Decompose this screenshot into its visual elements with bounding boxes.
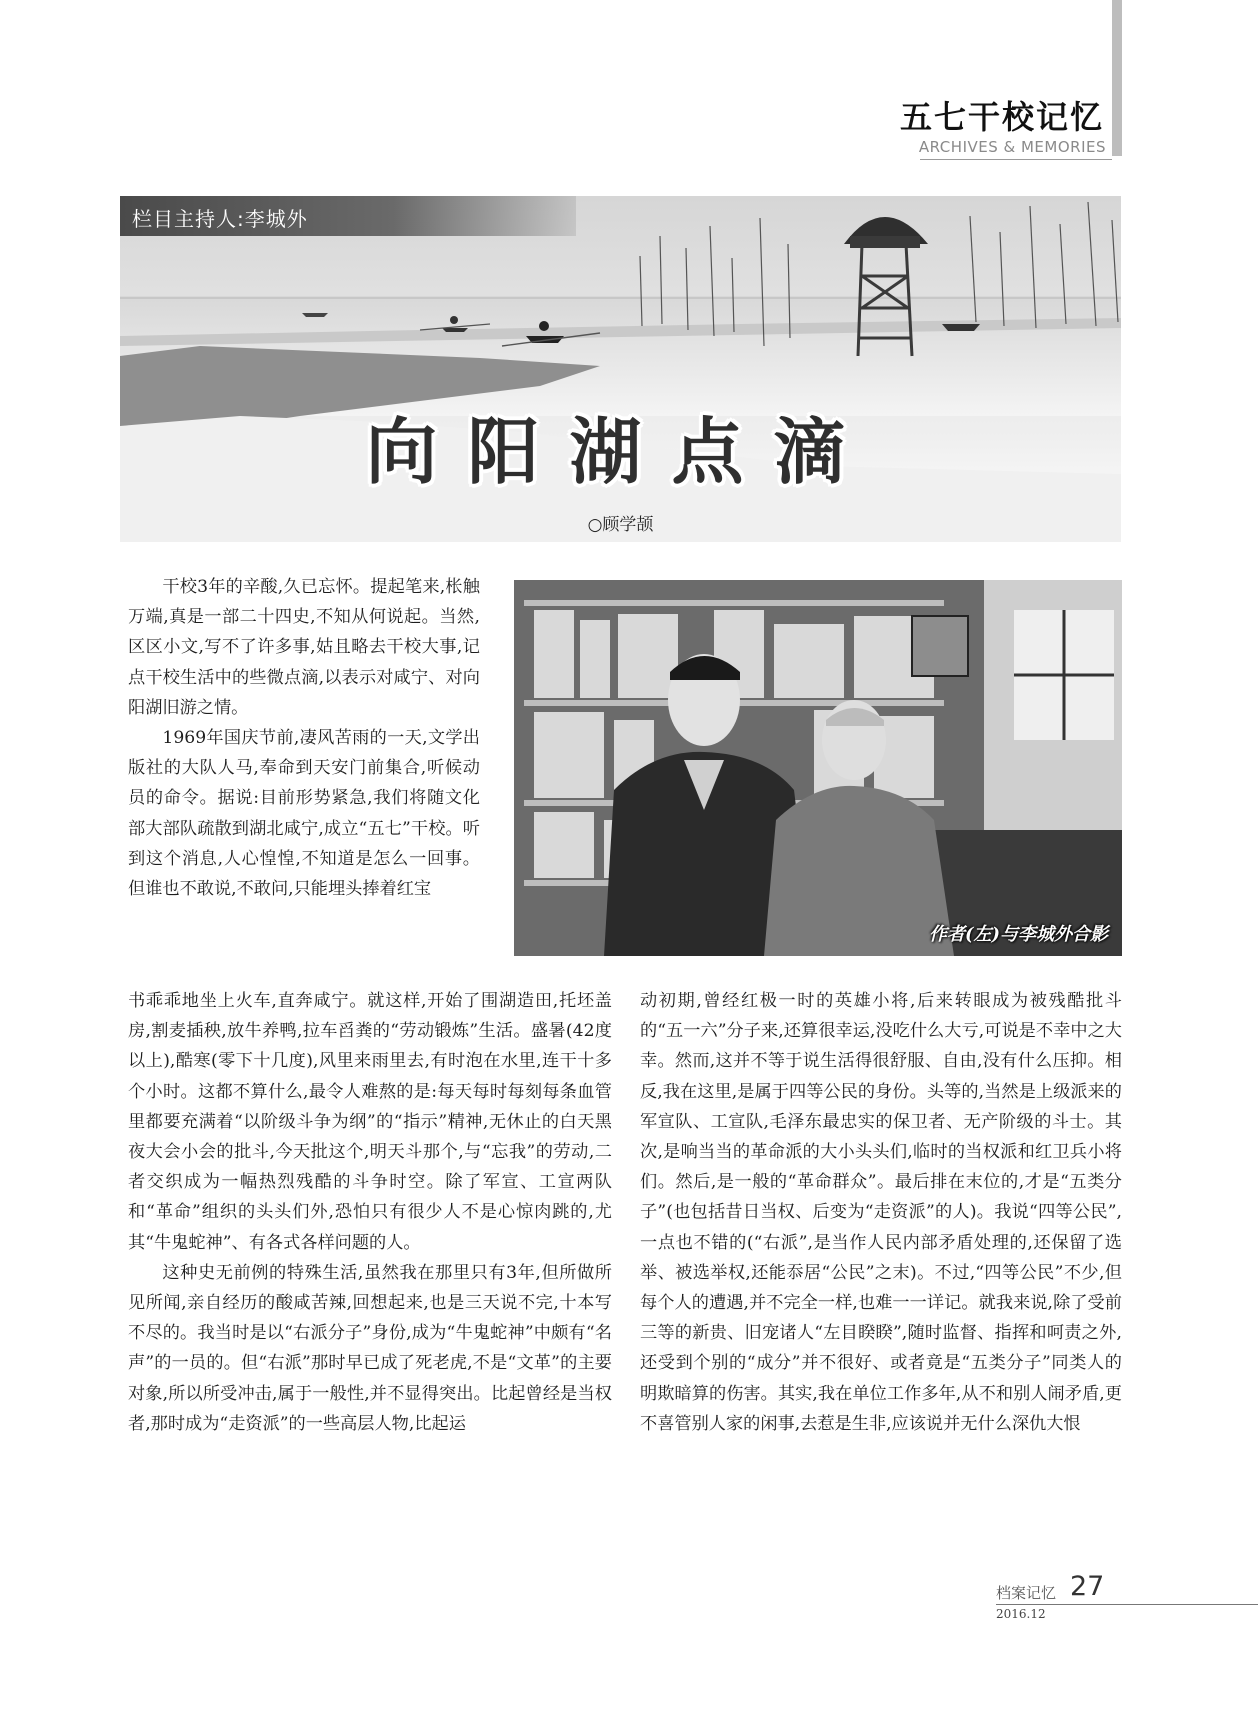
paragraph: 动初期,曾经红极一时的英雄小将,后来转眼成为被残酷批斗的“五一六”分子来,还算很幸运,没吃什么大亏,可说是不幸中之大幸。然而,这并不等于说生活得很舒服、自由,没有什么压抑。相反,我在这里,是属于四等公民的身份。头等的,当然是上级派来的军宣队、工宣队,毛泽东最忠实的保卫者、无产阶级的斗士。其次,是响当当的革命派的大小头头们,临时的当权派和红卫兵小将们。然后,是一般的“革命群众”。最后排在末位的,才是“五类分子”(也包括昔日当权、后变为“走资派”的人)。我说“四等公民”,一点也不错的(“右派”,是当作人民内部矛盾处理的,还保留了选举、被选举权,还能忝居“公民”之末)。不过,“四等公民”不少,但每个人的遭遇,并不完全一样,也难一一详记。就我来说,除了受前三等的新贵、旧宠诸人“左目睽睽”,随时监督、指挥和呵责之外,还受到个别的“成分”并不很好、或者竟是“五类分子”同类人的明欺暗算的伤害。其实,我在单位工作多年,从不和别人闹矛盾,更不喜管别人家的闲事,去惹是生非,应该说并无什么深仇大恨	[640, 991, 1122, 1434]
footer-rule	[996, 1604, 1258, 1605]
issue-date: 2016.12	[996, 1607, 1046, 1621]
section-rule	[920, 159, 1112, 160]
footer-magazine-label: 档案记忆	[996, 1584, 1057, 1602]
host-tab	[120, 196, 576, 236]
section-title: 五七干校记忆	[899, 98, 1104, 136]
column-host-label: 栏目主持人:李城外	[132, 207, 308, 231]
author-byline: ○顾学颉	[587, 515, 654, 535]
column-left-top	[128, 572, 480, 904]
office-photo-image	[514, 580, 1122, 956]
column-right-bottom	[640, 986, 1122, 1439]
banner	[120, 196, 1121, 542]
page-number: 27	[1070, 1571, 1105, 1602]
paragraph: 书乖乖地坐上火车,直奔咸宁。就这样,开始了围湖造田,托坯盖房,割麦插秧,放牛养鸭,拉车舀粪的“劳动锻炼”生活。盛暑(42度以上),酷寒(零下十几度),风里来雨里去,有时泡在水里,连干十多个小时。这都不算什么,最令人难熬的是:每天每时每刻每条血管里都要充满着“以阶级斗争为纲”的“指示”精神,无休止的白天黑夜大会小会的批斗,今天批这个,明天斗那个,与“忘我”的劳动,二者交织成为一幅热烈残酷的斗争时空。除了军宣、工宣两队和“革命”组织的头头们外,恐怕只有很少人不是心惊肉跳的,尤其“牛鬼蛇神”、有各式各样问题的人。	[128, 991, 612, 1253]
column-left-bottom	[128, 986, 612, 1439]
author-photo	[514, 580, 1122, 956]
paragraph: 干校3年的辛酸,久已忘怀。提起笔来,枨触万端,真是一部二十四史,不知从何说起。当然,区区小文,写不了许多事,姑且略去干校大事,记点干校生活中的些微点滴,以表示对咸宁、对向阳湖旧游之情。	[128, 577, 480, 718]
paragraph: 这种史无前例的特殊生活,虽然我在那里只有3年,但所做所见所闻,亲自经历的酸咸苦辣,回想起来,也是三天说不完,十本写不尽的。我当时是以“右派分子”身份,成为“牛鬼蛇神”中颇有“名声”的一员的。但“右派”那时早已成了死老虎,不是“文革”的主要对象,所以所受冲击,属于一般性,并不显得突出。比起曾经是当权者,那时成为“走资派”的一些高层人物,比起运	[128, 1262, 612, 1434]
section-subtitle: ARCHIVES & MEMORIES	[918, 138, 1106, 156]
edge-bar	[1112, 0, 1122, 156]
article-title: 向阳湖点滴	[365, 410, 876, 494]
photo-caption: 作者(左)与李城外合影	[928, 924, 1108, 945]
paragraph: 1969年国庆节前,凄风苦雨的一天,文学出版社的大队人马,奉命到天安门前集合,听候动员的命令。据说:目前形势紧急,我们将随文化部大部队疏散到湖北咸宁,成立“五七”干校。听到这个消息,人心惶惶,不知道是怎么一回事。但谁也不敢说,不敢问,只能埋头捧着红宝	[128, 728, 480, 900]
